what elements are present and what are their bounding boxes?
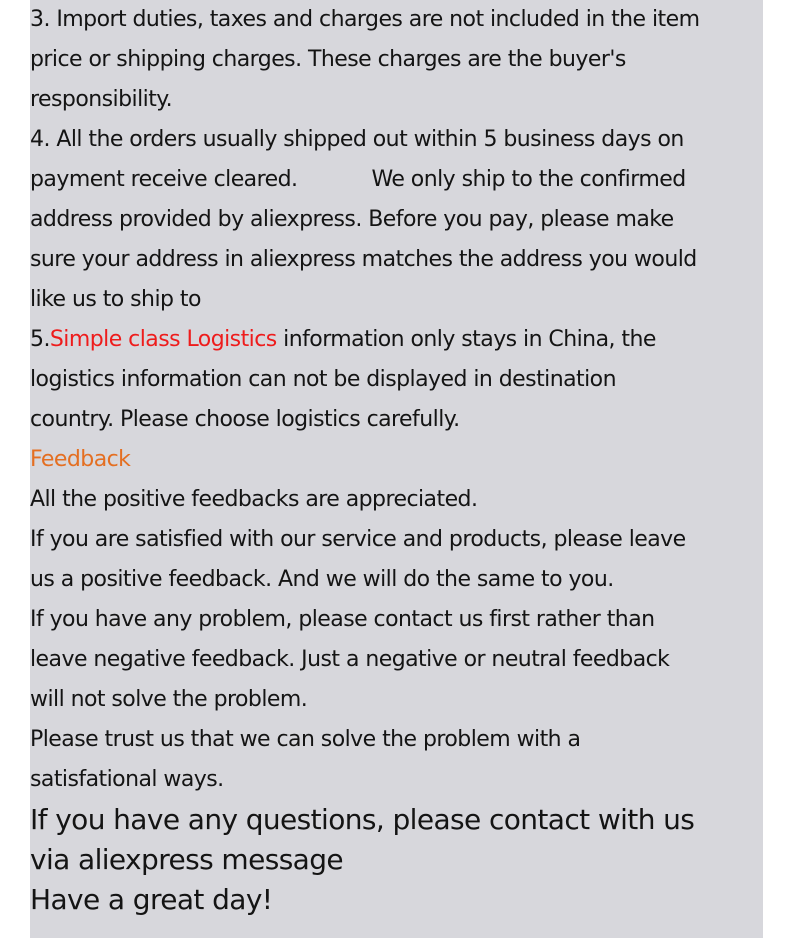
simple-class-logistics-highlight: Simple class Logistics [49, 327, 277, 352]
term-5-line-3: country. Please choose logistics carefully. [30, 407, 460, 432]
term-4-line-1: 4. All the orders usually shipped out within 5 business days on [30, 127, 684, 152]
closing-line-3: Have a great day! [30, 883, 273, 916]
term-3-line-1: 3. Import duties, taxes and charges are not included in the item [30, 7, 700, 32]
term-4-line-2 [30, 160, 763, 200]
term-5-line-1 [30, 320, 763, 360]
description-text [30, 0, 763, 920]
feedback-line: All the positive feedbacks are appreciated. [30, 487, 478, 512]
term-4-line-2b: We only ship to the confirmed [371, 167, 686, 192]
term-5-rest: information only stays in China, the [276, 327, 656, 352]
feedback-line: If you are satisfied with our service and products, please leave [30, 527, 686, 552]
term-3-line-2: price or shipping charges. These charges are the buyer's [30, 47, 626, 72]
term-4-line-4: sure your address in aliexpress matches the address you would [30, 247, 697, 272]
term-4-line-5: like us to ship to [30, 287, 201, 312]
feedback-line: will not solve the problem. [30, 687, 308, 712]
closing-line-2: via aliexpress message [30, 843, 344, 876]
feedback-heading: Feedback [30, 447, 131, 472]
description-panel [30, 0, 763, 938]
feedback-line: leave negative feedback. Just a negative or neutral feedback [30, 647, 670, 672]
feedback-line: satisfational ways. [30, 767, 224, 792]
feedback-line: us a positive feedback. And we will do the same to you. [30, 567, 614, 592]
feedback-line: Please trust us that we can solve the problem with a [30, 727, 581, 752]
term-5-line-2: logistics information can not be displayed in destination [30, 367, 616, 392]
term-5-prefix: 5. [30, 327, 50, 352]
term-4-line-3: address provided by aliexpress. Before you pay, please make [30, 207, 674, 232]
term-3-line-3: responsibility. [30, 87, 173, 112]
feedback-line: If you have any problem, please contact us first rather than [30, 607, 655, 632]
closing-line-1: If you have any questions, please contact with us [30, 803, 695, 836]
term-4-line-2a: payment receive cleared. [30, 167, 298, 192]
